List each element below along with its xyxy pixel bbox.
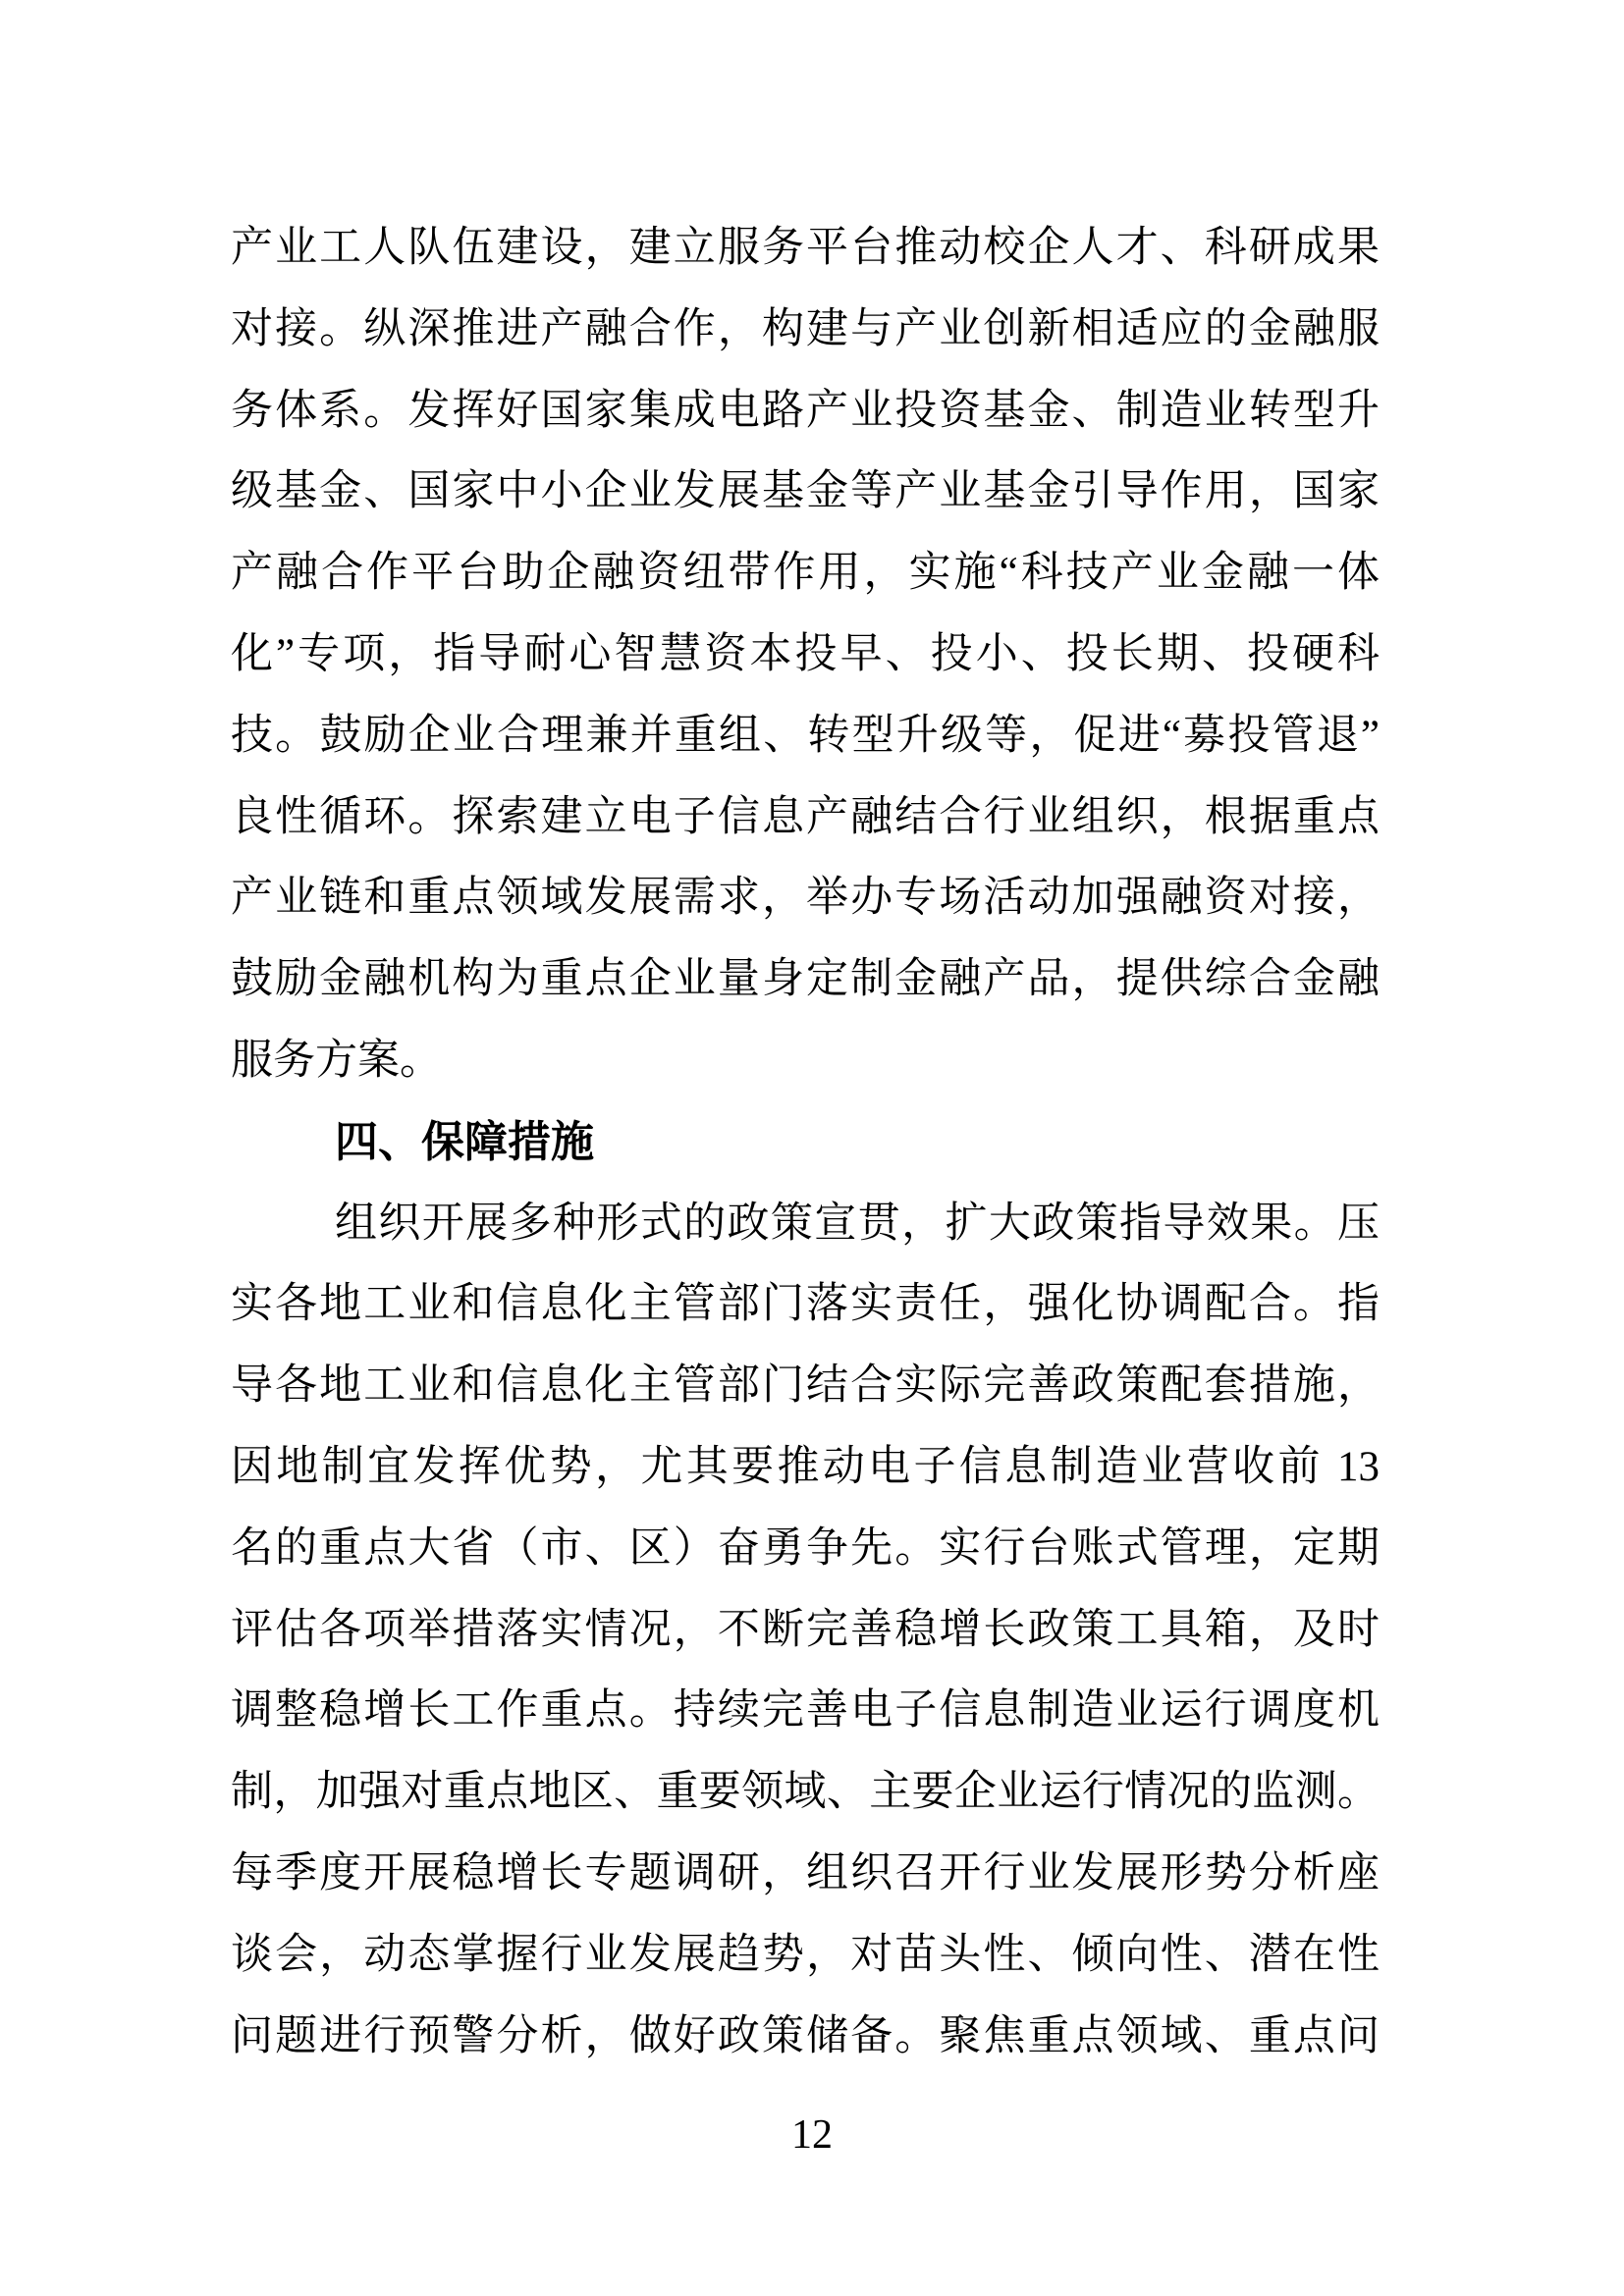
paragraph-line: 化”专项，指导耐心智慧资本投早、投小、投长期、投硬科 [231, 630, 1380, 677]
paragraph-line: 产业链和重点领域发展需求，举办专场活动加强融资对接， [231, 875, 1380, 922]
paragraph-line: 名的重点大省（市、区）奋勇争先。实行台账式管理，定期 [231, 1524, 1380, 1572]
paragraph-line: 产融合作平台助企融资纽带作用，实施“科技产业金融一体 [231, 550, 1380, 597]
paragraph-line: 鼓励金融机构为重点企业量身定制金融产品，提供综合金融 [231, 956, 1380, 1003]
paragraph-line: 每季度开展稳增长专题调研，组织召开行业发展形势分析座 [231, 1849, 1380, 1896]
section-heading: 四、保障措施 [335, 1117, 594, 1166]
paragraph-line: 调整稳增长工作重点。持续完善电子信息制造业运行调度机 [231, 1687, 1380, 1735]
paragraph-line: 对接。纵深推进产融合作，构建与产业创新相适应的金融服 [231, 305, 1380, 352]
paragraph-line: 问题进行预警分析，做好政策储备。聚焦重点领域、重点问 [231, 2012, 1380, 2059]
paragraph-line: 产业工人队伍建设，建立服务平台推动校企人才、科研成果 [231, 225, 1380, 271]
paragraph-line: 因地制宜发挥优势，尤其要推动电子信息制造业营收前 13 [231, 1443, 1380, 1490]
paragraph-line: 良性循环。探索建立电子信息产融结合行业组织，根据重点 [231, 793, 1380, 840]
page-number: 12 [791, 2112, 833, 2158]
paragraph-line: 服务方案。 [231, 1037, 442, 1084]
paragraph-line: 评估各项举措落实情况，不断完善稳增长政策工具箱，及时 [231, 1606, 1380, 1653]
paragraph-line: 制，加强对重点地区、重要领域、主要企业运行情况的监测。 [231, 1769, 1380, 1816]
paragraph-line: 谈会，动态掌握行业发展趋势，对苗头性、倾向性、潜在性 [231, 1931, 1380, 1978]
text-block [231, 208, 1380, 2077]
paragraph-line: 导各地工业和信息化主管部门结合实际完善政策配套措施， [231, 1362, 1380, 1410]
paragraph-line: 技。鼓励企业合理兼并重组、转型升级等，促进“募投管退” [231, 712, 1380, 759]
paragraph-line: 组织开展多种形式的政策宣贯，扩大政策指导效果。压 [335, 1200, 1380, 1247]
paragraph-line: 级基金、国家中小企业发展基金等产业基金引导作用，国家 [231, 468, 1380, 515]
paragraph-line: 务体系。发挥好国家集成电路产业投资基金、制造业转型升 [231, 387, 1380, 434]
paragraph-line: 实各地工业和信息化主管部门落实责任，强化协调配合。指 [231, 1281, 1380, 1328]
